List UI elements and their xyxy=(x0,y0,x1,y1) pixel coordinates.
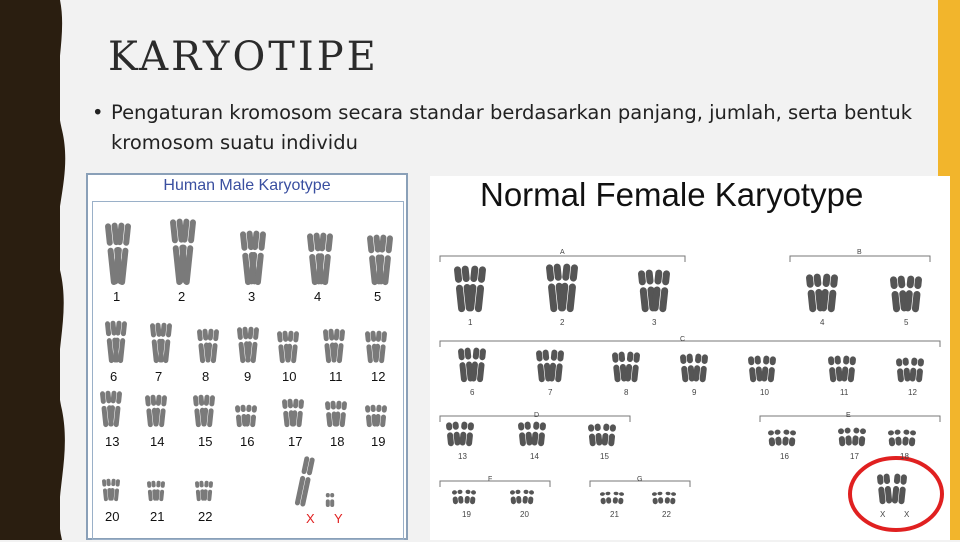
female-label-10: 10 xyxy=(760,388,769,397)
chromosome-shape xyxy=(446,421,461,446)
chromosome-shape xyxy=(838,427,852,446)
chromosome-shape xyxy=(896,357,911,382)
male-label-15: 15 xyxy=(198,434,213,449)
chromosome-shape xyxy=(291,398,304,427)
chromosome-shape xyxy=(531,421,546,446)
female-label-7: 7 xyxy=(548,388,553,397)
chromosome-shape xyxy=(244,404,257,427)
female-label-11: 11 xyxy=(840,388,849,397)
female-label-x1: X xyxy=(880,510,886,519)
male-label-20: 20 xyxy=(105,509,120,524)
male-label-11: 11 xyxy=(329,369,343,384)
chromosome-shape xyxy=(588,423,603,446)
chromosome-shape xyxy=(828,355,843,382)
chromosome-shape xyxy=(748,355,763,382)
female-group-f: F xyxy=(488,476,493,483)
male-karyotype-figure xyxy=(86,173,408,540)
male-label-18: 18 xyxy=(330,434,345,449)
chromosome-shape xyxy=(904,275,922,312)
male-label-17: 17 xyxy=(288,434,303,449)
chromosome-shape xyxy=(909,357,924,382)
female-chromosome-image xyxy=(430,176,950,540)
female-group-b: B xyxy=(857,249,862,256)
male-chromosome-image xyxy=(88,175,410,542)
female-label-15: 15 xyxy=(600,452,609,461)
male-label-16: 16 xyxy=(240,434,255,449)
female-group-a: A xyxy=(560,249,565,256)
chromosome-shape xyxy=(651,269,670,312)
chromosome-shape xyxy=(652,491,664,504)
chromosome-shape xyxy=(470,347,486,382)
female-label-13: 13 xyxy=(458,452,467,461)
male-label-13: 13 xyxy=(105,434,120,449)
group-bracket xyxy=(440,256,685,262)
chromosome-shape xyxy=(601,423,616,446)
chromosome-shape xyxy=(522,489,534,504)
chromosome-shape xyxy=(452,489,464,504)
female-label-19: 19 xyxy=(462,510,471,519)
chromosome-shape xyxy=(548,349,564,382)
chromosome-shape xyxy=(110,479,121,502)
female-label-2: 2 xyxy=(560,318,565,327)
female-group-c: C xyxy=(680,336,686,343)
female-label-20: 20 xyxy=(520,510,529,519)
female-group-g: G xyxy=(637,476,643,483)
female-label-1: 1 xyxy=(468,318,473,327)
male-label-19: 19 xyxy=(371,434,386,449)
female-label-14: 14 xyxy=(530,452,539,461)
chromosome-shape xyxy=(518,421,533,446)
slide-title: KARYOTIPE xyxy=(108,34,379,80)
chromosome-shape xyxy=(155,481,165,502)
chromosome-shape xyxy=(334,400,347,427)
chromosome-shape xyxy=(326,493,334,507)
bullet-text: Pengaturan kromosom secara standar berdasarkan panjang, jumlah, serta bentuk kromosom suatu individu xyxy=(111,101,912,154)
chromosome-shape xyxy=(877,473,893,504)
male-label-22: 22 xyxy=(198,509,213,524)
chromosome-shape xyxy=(693,353,708,382)
male-label-4: 4 xyxy=(314,289,322,304)
chromosome-shape xyxy=(464,489,476,504)
male-label-8: 8 xyxy=(202,369,210,384)
chromosome-shape xyxy=(820,273,839,312)
chromosome-shape xyxy=(203,481,213,502)
chromosome-shape xyxy=(467,265,486,312)
female-figure-title: Normal Female Karyotype xyxy=(480,176,864,213)
female-karyotype-figure xyxy=(430,176,950,540)
female-label-8: 8 xyxy=(624,388,629,397)
chromosome-shape xyxy=(852,427,866,446)
chromosome-shape xyxy=(600,491,612,504)
female-group-d: D xyxy=(534,412,540,419)
male-label-xy: X Y xyxy=(306,511,351,526)
chromosome-shape xyxy=(613,491,625,504)
male-label-10: 10 xyxy=(282,369,297,384)
chromosome-shape xyxy=(782,429,796,446)
male-label-12: 12 xyxy=(371,369,386,384)
group-bracket xyxy=(440,341,940,347)
group-bracket xyxy=(440,481,550,487)
male-label-9: 9 xyxy=(244,369,252,384)
female-label-21: 21 xyxy=(610,510,619,519)
chromosome-shape xyxy=(559,263,579,312)
male-label-21: 21 xyxy=(150,509,165,524)
chromosome-shape xyxy=(625,351,641,382)
chromosome-shape xyxy=(665,491,677,504)
bullet-dot: • xyxy=(92,101,104,124)
female-label-3: 3 xyxy=(652,318,657,327)
chromosome-shape xyxy=(841,355,856,382)
male-figure-title: Human Male Karyotype xyxy=(163,177,331,194)
male-label-5: 5 xyxy=(374,289,382,304)
chromosome-shape xyxy=(761,355,776,382)
chromosome-shape xyxy=(374,404,387,427)
female-label-12: 12 xyxy=(908,388,917,397)
chromosome-shape xyxy=(902,429,916,446)
female-label-x2: X xyxy=(904,510,910,519)
chromosome-shape xyxy=(680,353,695,382)
male-label-7: 7 xyxy=(155,369,163,384)
female-label-5: 5 xyxy=(904,318,909,327)
male-label-2: 2 xyxy=(178,289,186,304)
female-label-4: 4 xyxy=(820,318,825,327)
female-label-9: 9 xyxy=(692,388,697,397)
female-label-6: 6 xyxy=(470,388,475,397)
female-label-17: 17 xyxy=(850,452,859,461)
chromosome-shape xyxy=(294,456,315,507)
chromosome-shape xyxy=(459,421,474,446)
male-label-14: 14 xyxy=(150,434,165,449)
female-label-18: 18 xyxy=(900,452,909,461)
bullet-item xyxy=(92,98,922,158)
female-label-16: 16 xyxy=(780,452,789,461)
group-bracket xyxy=(790,256,930,262)
chromosome-shape xyxy=(888,429,902,446)
male-label-3: 3 xyxy=(248,289,256,304)
left-wave-decor xyxy=(40,0,80,540)
chromosome-shape xyxy=(892,473,908,504)
female-group-e: E xyxy=(846,412,851,419)
female-label-22: 22 xyxy=(662,510,671,519)
male-label-6: 6 xyxy=(110,369,118,384)
chromosome-shape xyxy=(768,429,782,446)
male-label-1: 1 xyxy=(113,289,121,304)
chromosome-shape xyxy=(510,489,522,504)
